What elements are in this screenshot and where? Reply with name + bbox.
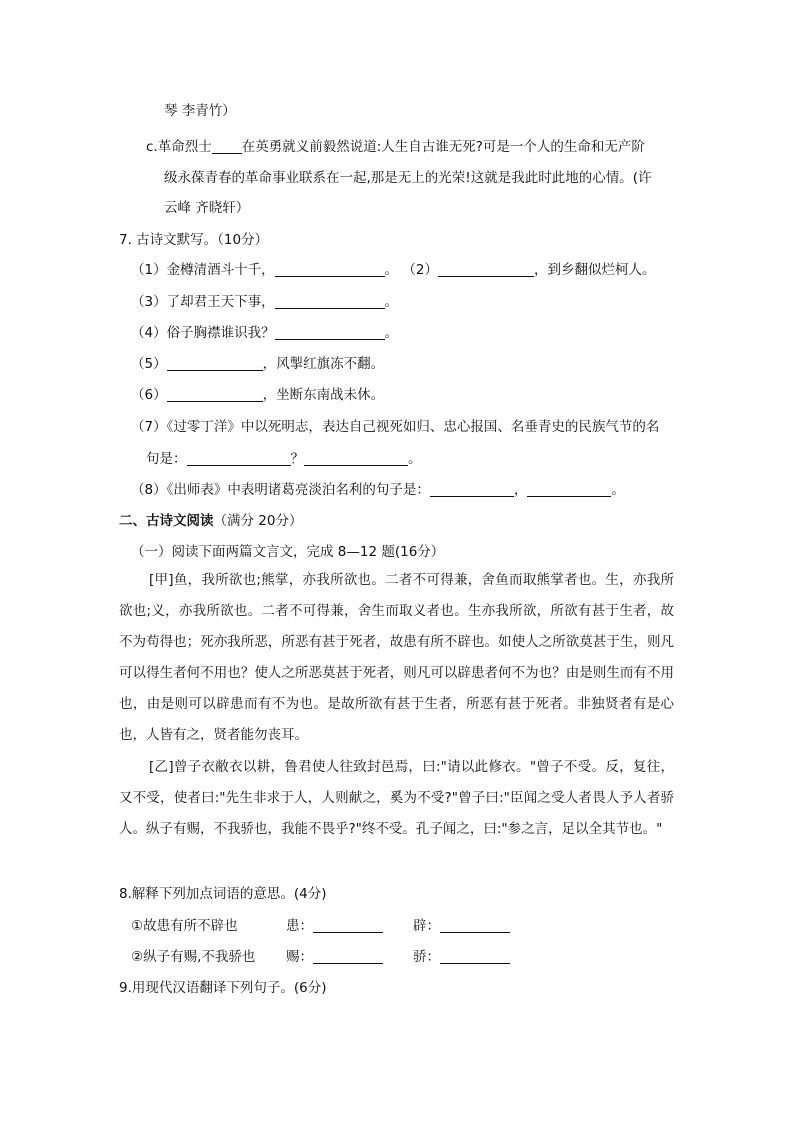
section2-title: 二、古诗文阅读 [119, 513, 214, 529]
q7-l1-text-b: 。 （2） [384, 262, 438, 278]
q7-l2-text-b: 。 [384, 294, 399, 310]
q7-line6: （7）《过零丁洋》中以死明志，表达自己视死如归、忠心报国、名垂青史的民族气节的名 [131, 419, 660, 435]
item-b-source: 琴 李青竹） [164, 103, 236, 119]
q7-l5-text-a: （6） [131, 387, 167, 403]
section2-heading [119, 510, 302, 532]
q9-title: 9.用现代汉语翻译下列句子。(6分) [119, 980, 327, 996]
q7-l1-text-c: ，到乡翻似烂柯人。 [533, 262, 656, 278]
q8-blank-2[interactable] [440, 917, 510, 933]
q8-blank-3[interactable] [313, 948, 383, 964]
item-c-line3: 云峰 齐晓轩） [164, 200, 250, 216]
q7-line8 [131, 479, 625, 501]
q7-l7-text-a: 句是： [146, 451, 187, 467]
q7-blank-9[interactable] [430, 481, 514, 497]
q8-row1-word2 [413, 915, 510, 937]
q7-line5 [131, 384, 384, 406]
item-c-line1 [146, 136, 645, 158]
q7-blank-1[interactable] [275, 261, 385, 277]
q7-l7-text-c: 。 [408, 451, 422, 467]
q7-l8-text-b: ， [513, 482, 528, 498]
passage-yi: [乙]曾子衣敝衣以耕，鲁君使人往致封邑焉，曰:"请以此修衣。"曾子不受。反，复往，又不受，使者曰:"先生非求于人，人则献之，奚为不受?"曾子曰:"臣闻之受人者畏人予人者骄人。纵子有赐，不我骄也，我能不畏乎?"终不受。孔子闻之，曰:"参之言，足以全其节也。" [119, 759, 674, 837]
section2-sub1: （一）阅读下面两篇文言文，完成 8—12 题(16分） [131, 544, 445, 560]
item-c-line2: 级永葆青春的革命事业联系在一起,那是无上的光荣!这就是我此时此地的心情。(许 [164, 170, 652, 186]
q8-blank-4[interactable] [440, 948, 510, 964]
q8-row2-word2 [413, 946, 510, 968]
section2-score: （满分 20分） [213, 513, 303, 529]
q7-blank-8[interactable] [304, 450, 408, 466]
q7-blank-7[interactable] [187, 450, 291, 466]
q7-l3-text-b: 。 [384, 325, 399, 341]
q8-r2-w2-label: 骄： [413, 949, 440, 965]
q8-blank-1[interactable] [313, 917, 383, 933]
q7-l4-text-a: （5） [131, 356, 167, 372]
q7-blank-10[interactable] [527, 481, 611, 497]
q7-blank-3[interactable] [275, 293, 385, 309]
q8-row2-word1 [286, 946, 383, 968]
item-c-prefix: c.革命烈士 [146, 139, 212, 155]
q7-line3 [131, 322, 398, 344]
q7-l3-text-a: （4）俗子胸襟谁识我？ [131, 325, 275, 341]
q7-l8-text-a: （8）《出师表》中表明诸葛亮淡泊名利的句子是： [131, 482, 430, 498]
q8-row1-sentence: ①故患有所不辟也 [131, 918, 238, 934]
passage-jia: [甲]鱼，我所欲也;熊掌，亦我所欲也。二者不可得兼，舍鱼而取熊掌者也。生，亦我所欲也;义，亦我所欲也。二者不可得兼，舍生而取义者也。生亦我所欲，所欲有甚于生者，故不为苟得也；死亦我所恶，所恶有甚于死者，故患有所不辟也。如使人之所欲莫甚于生，则凡可以得生者何不用也？使人之所恶莫甚于死者，则凡可以辟患者何不为也？由是则生而有不用也，由是则可以辟患而有不为也。是故所欲有甚于生者，所恶有甚于死者。非独贤者有是心也，人皆有之，贤者能勿丧耳。 [119, 572, 674, 743]
q8-r1-w1-label: 患： [286, 918, 313, 934]
item-c-rest: 在英勇就义前毅然说道:人生自古谁无死?可是一个人的生命和无产阶 [241, 139, 645, 155]
q7-l1-text-a: （1）金樽清酒斗十千， [131, 262, 275, 278]
q7-line4 [131, 353, 384, 375]
q7-line7 [146, 448, 422, 470]
q7-l2-text-a: （3）了却君王天下事， [131, 294, 275, 310]
q7-blank-6[interactable] [167, 386, 263, 402]
q7-l4-text-b: ，风掣红旗冻不翻。 [262, 356, 385, 372]
q7-line1 [131, 259, 655, 281]
q7-blank-5[interactable] [167, 355, 263, 371]
q7-title: 7. 古诗文默写。（10分） [119, 232, 269, 248]
q8-title: 8.解释下列加点词语的意思。(4分) [119, 886, 327, 902]
q8-row2-sentence: ②纵子有赐,不我骄也 [131, 949, 256, 965]
q7-l8-text-c: 。 [611, 482, 625, 498]
q8-r2-w1-label: 赐： [286, 949, 313, 965]
q8-r1-w2-label: 辟： [413, 918, 440, 934]
q7-blank-2[interactable] [438, 261, 534, 277]
q7-l7-text-b: ？ [290, 451, 304, 467]
q7-line2 [131, 291, 398, 313]
q7-blank-4[interactable] [275, 324, 385, 340]
q7-l5-text-b: ，坐断东南战未休。 [262, 387, 385, 403]
q8-row1-word1 [286, 915, 383, 937]
item-c-blank[interactable] [212, 138, 242, 154]
